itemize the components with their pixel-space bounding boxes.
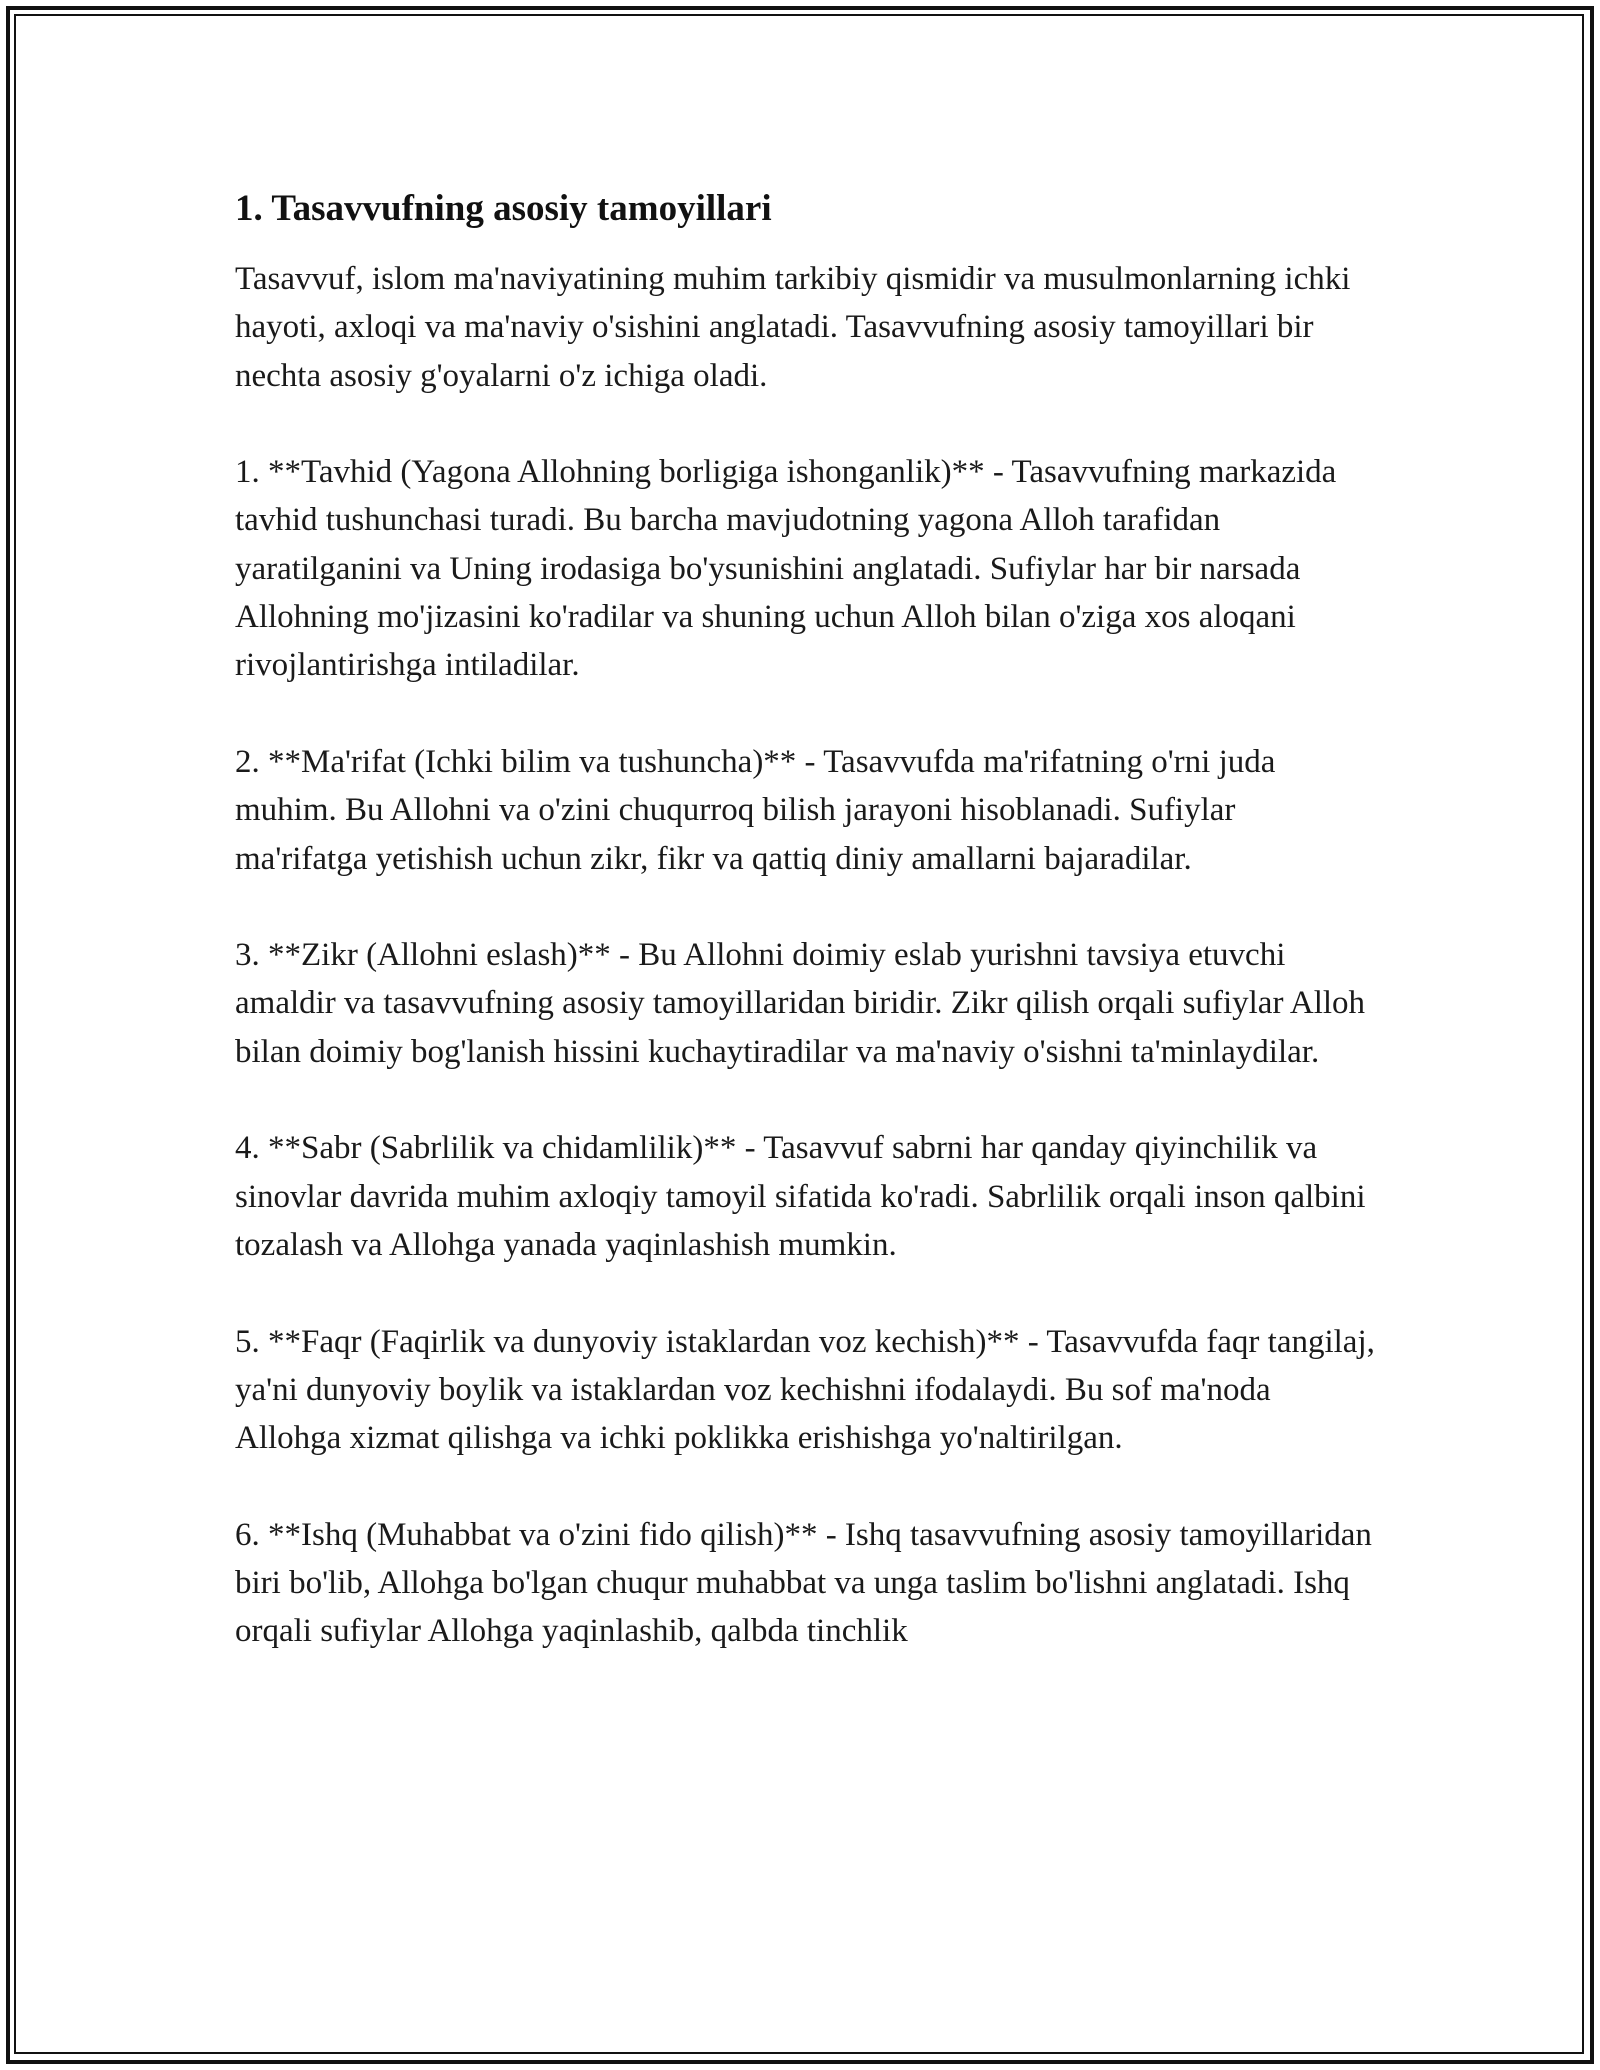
principle-tavhid-paragraph: 1. **Tavhid (Yagona Allohning borligiga ishonganlik)** - Tasavvufning markazida tavhid tushunchasi turadi. Bu barcha mavjudotning yagona Alloh tarafidan yaratilganini va Uning irodasiga bo'ysunishini anglatadi. Sufiylar har bir narsada Allohning mo'jizasini ko'radilar va shuning uchun Alloh bilan o'ziga xos aloqani rivojlantirishga intiladilar.: [235, 454, 1337, 684]
principle-marifat-paragraph: 2. **Ma'rifat (Ichki bilim va tushuncha)** - Tasavvufda ma'rifatning o'rni juda muhim. Bu Allohni va o'zini chuqurroq bilish jarayoni hisoblanadi. Sufiylar ma'rifatga yetishish uchun zikr, fikr va qattiq diniy amallarni bajaradilar.: [235, 743, 1276, 877]
section-heading: 1. Tasavvufning asosiy tamoyillari: [235, 188, 772, 229]
principle-ishq-paragraph: 6. **Ishq (Muhabbat va o'zini fido qilish)** - Ishq tasavvufning asosiy tamoyillaridan biri bo'lib, Allohga bo'lgan chuqur muhabbat va unga taslim bo'lishni anglatadi. Ishq orqali sufiylar Allohga yaqinlashib, qalbda tinchlik: [235, 1516, 1372, 1650]
principle-faqr-paragraph: 5. **Faqr (Faqirlik va dunyoviy istaklardan voz kechish)** - Tasavvufda faqr tangilaj, ya'ni dunyoviy boylik va istaklardan voz kechishni ifodalaydi. Bu sof ma'noda Allohga xizmat qilishga va ichki poklikka erishishga yo'naltirilgan.: [235, 1323, 1375, 1457]
document-body: [235, 185, 1375, 1656]
intro-paragraph: Tasavvuf, islom ma'naviyatining muhim tarkibiy qismidir va musulmonlarning ichki hayoti, axloqi va ma'naviy o'sishini anglatadi. Tasavvufning asosiy tamoyillari bir nechta asosiy g'oyalarni o'z ichiga oladi.: [235, 261, 1351, 394]
principle-zikr-paragraph: 3. **Zikr (Allohni eslash)** - Bu Allohni doimiy eslab yurishni tavsiya etuvchi amaldir va tasavvufning asosiy tamoyillaridan biridir. Zikr qilish orqali sufiylar Alloh bilan doimiy bog'lanish hissini kuchaytiradilar va ma'naviy o'sishni ta'minlaydilar.: [235, 937, 1366, 1070]
principle-sabr-paragraph: 4. **Sabr (Sabrlilik va chidamlilik)** - Tasavvuf sabrni har qanday qiyinchilik va sinovlar davrida muhim axloqiy tamoyil sifatida ko'radi. Sabrlilik orqali inson qalbini tozalash va Allohga yanada yaqinlashish mumkin.: [235, 1130, 1366, 1263]
